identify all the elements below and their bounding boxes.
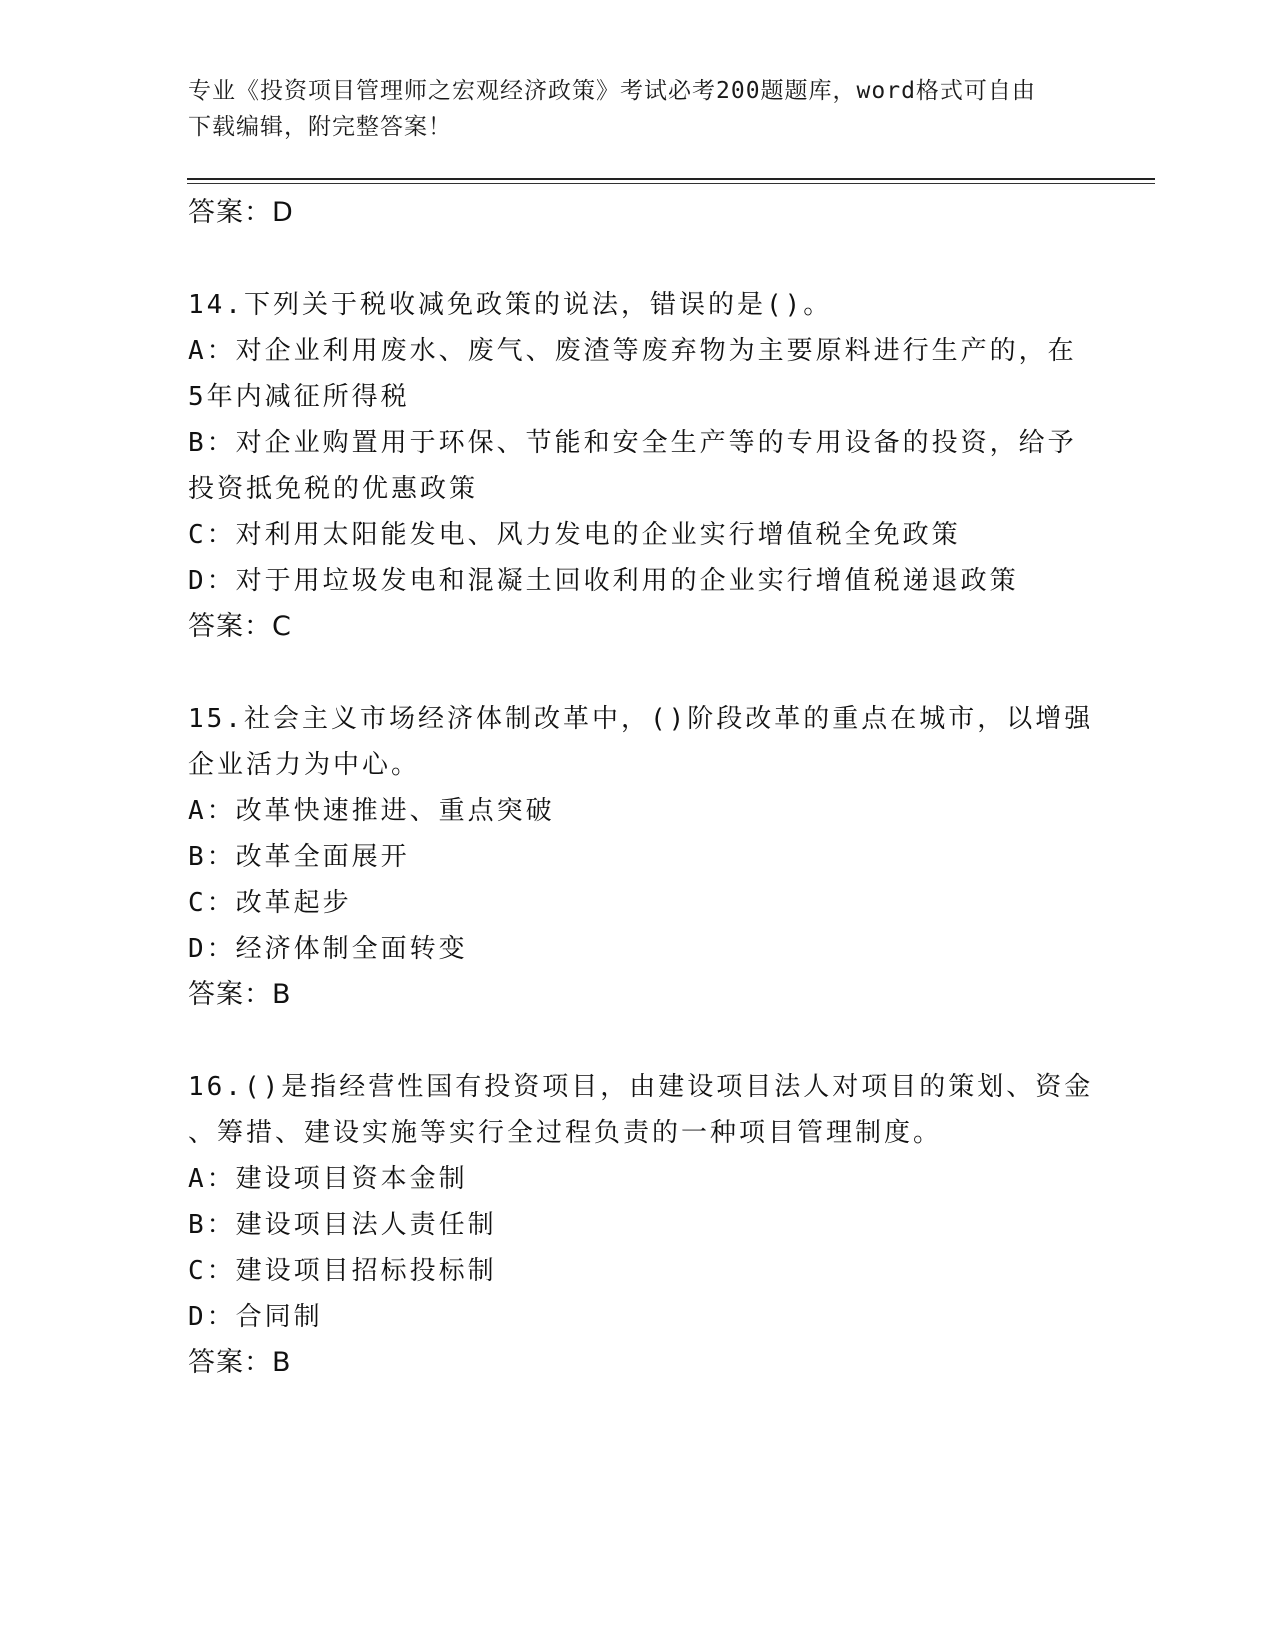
header-line-1: 专业《投资项目管理师之宏观经济政策》考试必考200题题库，word格式可自由	[188, 78, 1036, 104]
option-b: B：改革全面展开	[188, 842, 410, 872]
question-block-14	[188, 282, 1088, 650]
option-b-continued: 投资抵免税的优惠政策	[188, 474, 479, 504]
answer: 答案：C	[188, 611, 292, 642]
option-b: B：建设项目法人责任制	[188, 1210, 497, 1240]
option-a: A：建设项目资本金制	[188, 1164, 468, 1194]
document-body	[188, 190, 1094, 1386]
option-c: C：改革起步	[188, 888, 352, 918]
question-stem: 15.社会主义市场经济体制改革中，()阶段改革的重点在城市，以增强	[188, 704, 1094, 734]
option-c: C：建设项目招标投标制	[188, 1256, 497, 1286]
question-stem-continued: 企业活力为中心。	[188, 750, 421, 780]
answer: 答案：B	[188, 979, 292, 1010]
header-rule-thick	[187, 178, 1155, 180]
option-c: C：对利用太阳能发电、风力发电的企业实行增值税全免政策	[188, 520, 961, 550]
header-rule-thin	[187, 183, 1155, 184]
spacer	[188, 236, 1088, 282]
option-a: A：对企业利用废水、废气、废渣等废弃物为主要原料进行生产的，在	[188, 336, 1077, 366]
spacer	[188, 1018, 1088, 1064]
question-block-15	[188, 696, 1094, 1018]
option-d: D：经济体制全面转变	[188, 934, 468, 964]
question-stem-continued: 、筹措、建设实施等实行全过程负责的一种项目管理制度。	[188, 1118, 943, 1148]
option-a: A：改革快速推进、重点突破	[188, 796, 555, 826]
spacer	[188, 650, 1088, 696]
question-block-16	[188, 1064, 1094, 1386]
header-line-2: 下载编辑，附完整答案！	[188, 114, 452, 140]
option-d: D：对于用垃圾发电和混凝土回收利用的企业实行增值税递退政策	[188, 566, 1019, 596]
document-header	[188, 73, 1088, 145]
answer: 答案：B	[188, 1347, 292, 1378]
option-a-continued: 5年内减征所得税	[188, 382, 410, 412]
option-d: D：合同制	[188, 1302, 323, 1332]
answer-previous: 答案：D	[188, 197, 294, 228]
question-stem: 14.下列关于税收减免政策的说法，错误的是()。	[188, 290, 833, 320]
option-b: B：对企业购置用于环保、节能和安全生产等的专用设备的投资，给予	[188, 428, 1077, 458]
question-stem: 16.()是指经营性国有投资项目，由建设项目法人对项目的策划、资金	[188, 1072, 1094, 1102]
